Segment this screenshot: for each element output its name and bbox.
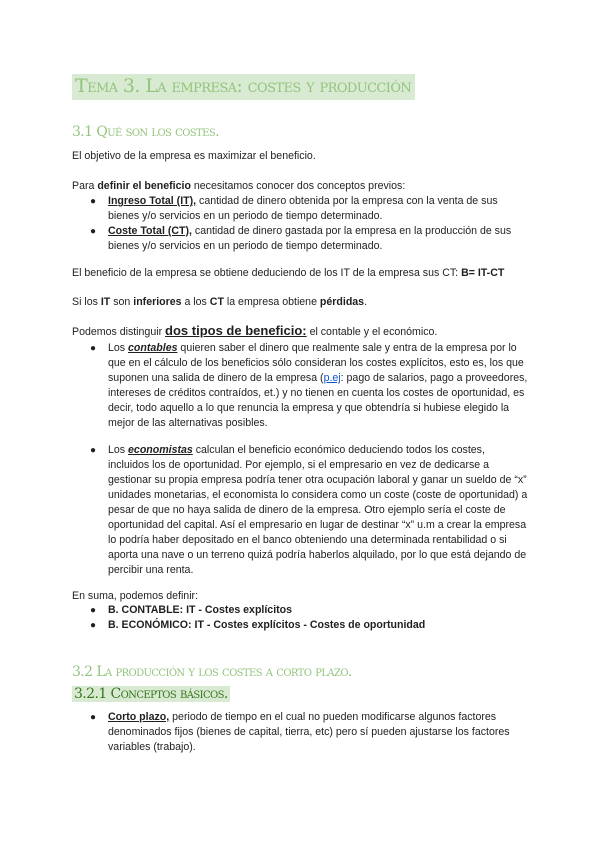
document-title: Tema 3. La empresa: costes y producción	[72, 74, 415, 100]
bullet-dot: ●	[90, 712, 97, 723]
bullet-dot: ●	[90, 343, 97, 354]
list-item-corto-plazo: Corto plazo, periodo de tiempo en el cual no pueden modificarse algunos factores denominados fijos (bienes de capital, tierra, etc) pero sí pueden ajustarse los factores variables (trabajo).	[108, 711, 510, 753]
bullet-dot: ●	[90, 605, 97, 616]
section-heading-3-1: 3.1 Qué son los costes.	[72, 124, 219, 140]
section-heading-3-2: 3.2 La producción y los costes a corto plazo.	[72, 664, 352, 680]
subsection-heading-3-2-1: 3.2.1 Conceptos básicos.	[74, 686, 228, 702]
bullet-dot: ●	[90, 620, 97, 631]
list-item-contables: Los contables quieren saber el dinero que realmente sale y entra de la empresa por lo que en el cálculo de los beneficios sólo consideran los costes explícitos, esto es, los que suponen una salida de dinero de la empresa (p.ej: pago de salarios, pago a proveedores, intereses de créditos contraídos, et.) y no tienen en cuenta los costes de oportunidad, es decir, todo aquello a lo que renuncia la empresa y que obtendría si hubiese elegido la mejor de las alternativas posibles.	[108, 342, 528, 429]
definition-contable: B. CONTABLE: IT - Costes explícitos	[108, 604, 293, 616]
pej-link[interactable]: p.ej	[323, 372, 341, 384]
list-item-coste-total: Coste Total (CT), cantidad de dinero gastada por la empresa en la producción de sus bienes y/o servicios en un periodo de tiempo determinado.	[108, 225, 512, 252]
bullet-dot: ●	[90, 226, 97, 237]
list-item-economistas: Los economistas calculan el beneficio económico deduciendo todos los costes, incluidos los de oportunidad. Por ejemplo, si el empresario en vez de dedicarse a gestionar su propia empresa podría tener otra ocupación laboral y ganar un sueldo de “x” unidades monetarias, el economista lo considera como un coste (coste de oportunidad) a pesar de que no haya salida de dinero de la empresa. Otro ejemplo sería el coste de oportunidad del capital. Así el empresario en lugar de destinar “x” u.m a crear la empresa lo podría haber depositado en el banco obteniendo una determinada rentabilidad o si aporta una nave o un terreno quizá podría haberlos alquilado, por lo que está dejando de percibir una renta.	[108, 444, 528, 576]
paragraph-define-benefit: Para definir el beneficio necesitamos conocer dos conceptos previos:	[72, 180, 406, 192]
paragraph-two-types: Podemos distinguir dos tipos de beneficio: el contable y el económico.	[72, 323, 438, 338]
paragraph-objective: El objetivo de la empresa es maximizar el beneficio.	[72, 150, 316, 162]
bullet-dot: ●	[90, 196, 97, 207]
paragraph-in-summary: En suma, podemos definir:	[72, 590, 199, 602]
bullet-dot: ●	[90, 445, 97, 456]
list-item-ingreso-total: Ingreso Total (IT), cantidad de dinero obtenida por la empresa con la venta de sus bienes y/o servicios en un periodo de tiempo determinado.	[108, 195, 498, 222]
definition-economico: B. ECONÓMICO: IT - Costes explícitos - Costes de oportunidad	[108, 619, 426, 631]
paragraph-losses: Si los IT son inferiores a los CT la empresa obtiene pérdidas.	[72, 296, 368, 308]
paragraph-benefit-formula: El beneficio de la empresa se obtiene deduciendo de los IT de la empresa sus CT: B= IT-CT	[72, 267, 505, 279]
